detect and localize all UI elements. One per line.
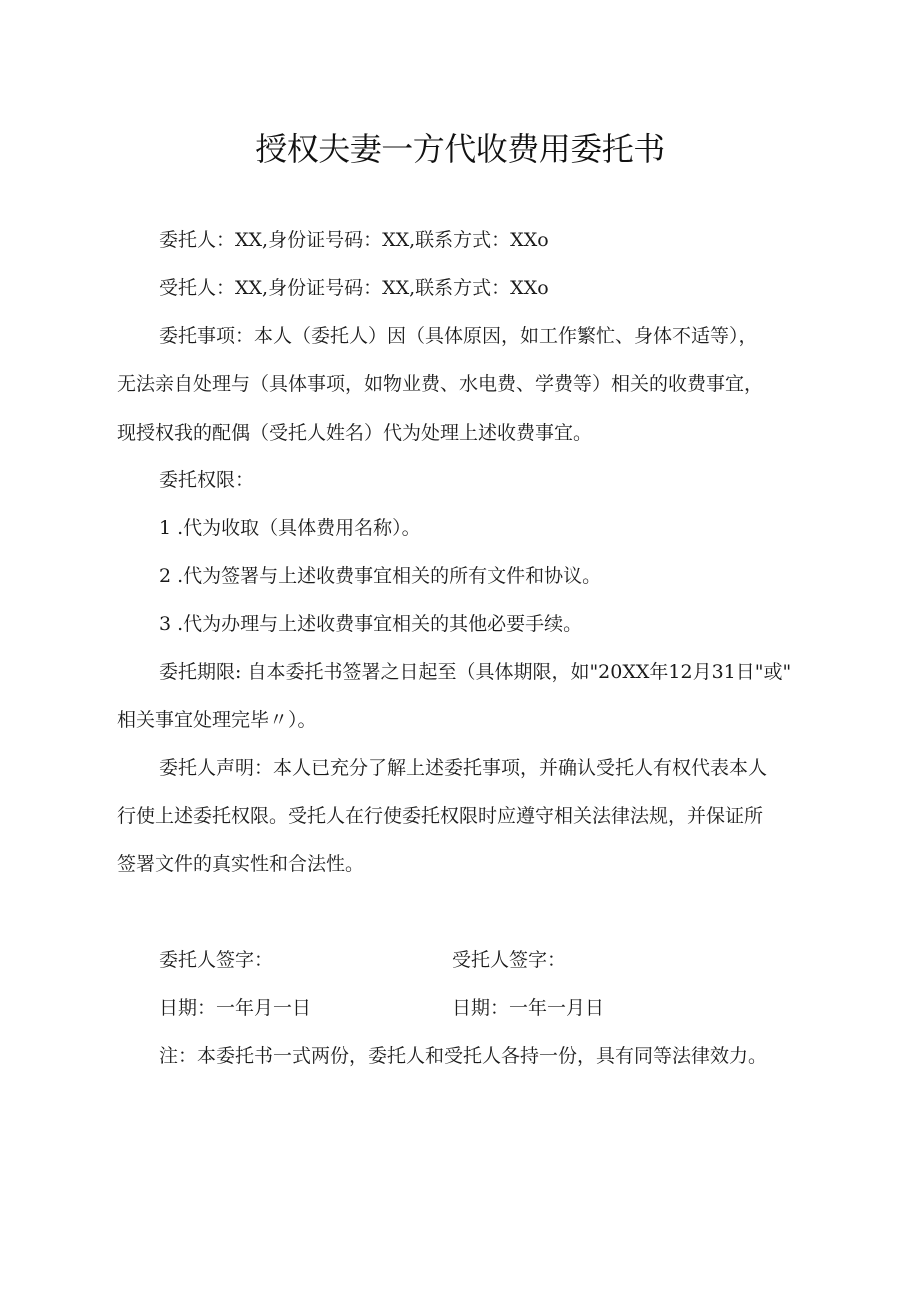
agent-signature-label: 受托人签字： (452, 949, 567, 971)
authority-item-2: 2 .代为签署与上述收费事宜相关的所有文件和协议。 (159, 565, 602, 587)
agent-line: 受托人：XX,身份证号码：XX,联系方式：XXo (159, 277, 549, 299)
declaration-line-1: 委托人声明：本人已充分了解上述委托事项，并确认受托人有权代表本人 (159, 757, 768, 779)
principal-line: 委托人：XX,身份证号码：XX,联系方式：XXo (159, 229, 549, 251)
matter-line-3: 现授权我的配偶（受托人姓名）代为处理上述收费事宜。 (117, 422, 593, 444)
declaration-line-2: 行使上述委托权限。受托人在行使委托权限时应遵守相关法律法规，并保证所 (117, 805, 764, 827)
matter-line-2: 无法亲自处理与（具体事项，如物业费、水电费、学费等）相关的收费事宜， (117, 373, 764, 395)
principal-date-label: 日期：一年月一日 (159, 997, 312, 1019)
authority-item-3: 3 .代为办理与上述收费事宜相关的其他必要手续。 (159, 613, 583, 635)
principal-signature-label: 委托人签字： (159, 949, 274, 971)
declaration-line-3: 签署文件的真实性和合法性。 (117, 853, 365, 875)
term-line-2: 相关事宜处理完毕〃）。 (117, 709, 317, 731)
matter-line-1: 委托事项：本人（委托人）因（具体原因，如工作繁忙、身体不适等）， (159, 325, 758, 347)
document-title: 授权夫妻一方代收费用委托书 (255, 130, 665, 168)
authority-heading: 委托权限： (159, 469, 255, 491)
term-line-1: 委托期限: 自本委托书签署之日起至（具体期限，如"20XX年12月31日"或" (159, 661, 792, 683)
agent-date-label: 日期：一年一月日 (452, 997, 605, 1019)
authority-item-1: 1 .代为收取（具体费用名称）。 (159, 517, 421, 539)
document-note: 注：本委托书一式两份，委托人和受托人各持一份，具有同等法律效力。 (159, 1045, 768, 1067)
